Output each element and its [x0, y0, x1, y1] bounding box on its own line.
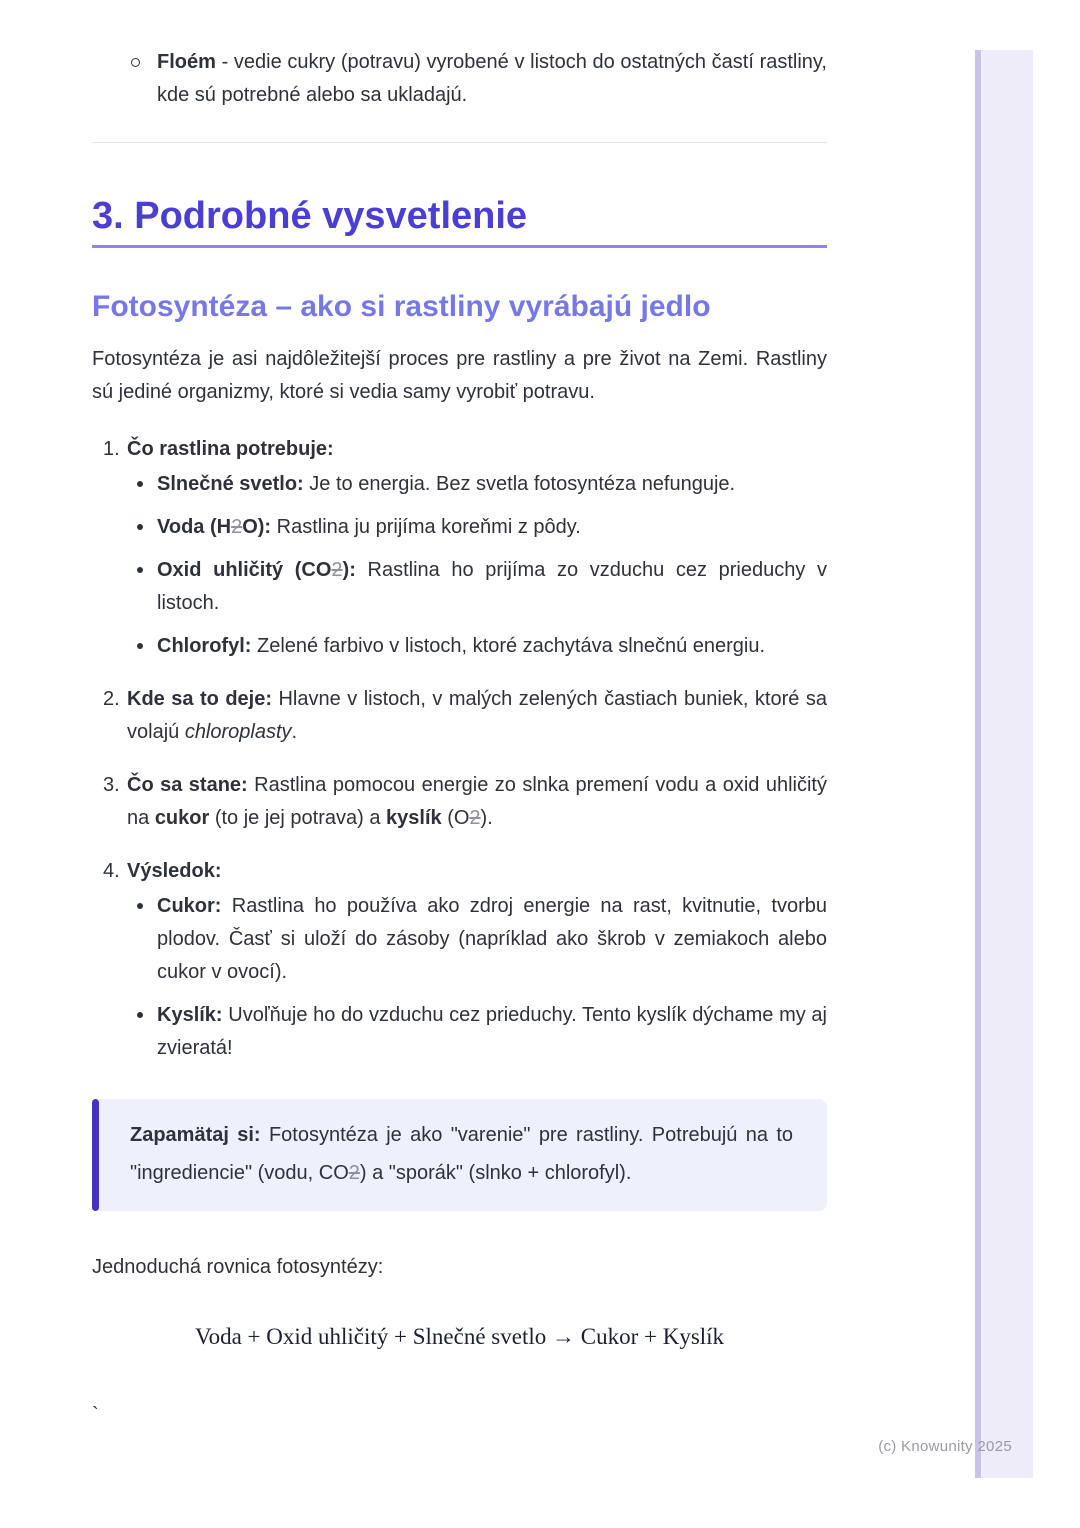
struck-subscript: 2: [469, 807, 481, 829]
text-run: Slnečné svetlo:: [157, 473, 304, 495]
text-run: Hlavne v listoch, v malých zelených častiach buniek, ktoré sa volajú: [127, 688, 827, 743]
term-bold: [157, 635, 251, 657]
intro-paragraph: Fotosyntéza je asi najdôležitejší proces pre rastliny a pre život na Zemi. Rastliny sú jediné organizmy, ktoré si vedia samy vyrobiť potravu.: [92, 348, 827, 403]
text-run: Rastlina ho prijíma zo vzduchu cez prieduchy v listoch.: [157, 559, 827, 614]
text-run: Rastlina ju prijíma koreňmi z pôdy.: [271, 516, 581, 538]
term-bold: [157, 559, 356, 581]
section-divider: [92, 142, 827, 143]
item-body: [127, 855, 827, 1065]
text-run: Rastlina ho používa ako zdroj energie na rast, kvitnutie, tvorbu plodov. Časť si uloží do zásoby (napríklad ako škrob v zemiakoch alebo cukor v ovocí).: [157, 895, 827, 983]
term-bold: cukor: [154, 807, 210, 829]
text-run: Voda (H: [157, 516, 232, 538]
bullet-text: [157, 511, 827, 544]
text-run: - vedie cukry (potravu) vyrobené v listoch do ostatných častí rastliny, kde sú potrebné alebo sa ukladajú.: [157, 51, 827, 106]
text-run: .: [291, 721, 298, 743]
photosynthesis-equation: Voda + Oxid uhličitý + Slnečné svetlo → Cukor + Kyslík: [194, 1324, 725, 1349]
struck-subscript: 2: [331, 559, 343, 581]
dot-glyph: [137, 524, 143, 530]
bullet-text: [157, 554, 827, 620]
callout-text: [130, 1116, 793, 1192]
struck-subscript: 2: [348, 1162, 360, 1184]
dot-glyph: [137, 567, 143, 573]
bullet-icon: [137, 554, 157, 620]
text-run: ).: [480, 807, 493, 829]
item-label: Čo sa stane:: [127, 774, 248, 796]
bullet-text: [157, 468, 827, 501]
italic-term: chloroplasty: [184, 721, 292, 743]
item-body: [127, 683, 827, 749]
item-label: Kde sa to deje:: [127, 688, 273, 710]
bullet-item: [137, 468, 827, 501]
numbered-item-3: [92, 769, 827, 835]
bullet-text: [157, 999, 827, 1065]
text-run: ):: [342, 559, 356, 581]
item-label: Výsledok:: [127, 860, 222, 882]
item-number: 4.: [103, 860, 120, 882]
text-run: Oxid uhličitý (CO: [157, 559, 332, 581]
circle-glyph: [131, 58, 140, 67]
needs-bullet-list: [127, 468, 827, 663]
item-body: [127, 433, 827, 663]
numbered-item-1: [92, 433, 827, 663]
text-run: Fotosyntéza je ako "varenie" pre rastliny. Potrebujú na to "ingrediencie" (vodu, CO: [130, 1124, 794, 1184]
numbered-list: [92, 433, 827, 1065]
page-edge-panel: [975, 50, 1033, 1478]
bullet-icon: [137, 630, 157, 663]
item-label: Čo rastlina potrebuje:: [127, 438, 334, 460]
text-run: (to je jej potrava) a: [209, 807, 387, 829]
callout-accent-bar: [92, 1099, 99, 1211]
text-run: Rastlina pomocou energie zo slnka premení vodu a oxid uhličitý na: [127, 774, 827, 829]
numbered-item-4: [92, 855, 827, 1065]
bullet-item: [137, 999, 827, 1065]
text-run: ) a "sporák" (slnko + chlorofyl).: [359, 1162, 632, 1184]
numbered-item-2: [92, 683, 827, 749]
bullet-text: [157, 890, 827, 989]
dot-glyph: [137, 1012, 143, 1018]
item-number: 1.: [103, 438, 120, 460]
list-item-text: [157, 46, 827, 112]
bullet-item: [137, 890, 827, 989]
bullet-icon: [137, 468, 157, 501]
page-edge-accent: [975, 50, 981, 1478]
bullet-text: [157, 630, 827, 663]
text-run: Je to energia. Bez svetla fotosyntéza nefunguje.: [303, 473, 736, 495]
list-item: [92, 46, 827, 112]
term-bold: Floém: [157, 51, 216, 73]
subsection-heading: Fotosyntéza – ako si rastliny vyrábajú jedlo: [92, 290, 711, 323]
callout-box: [92, 1099, 827, 1211]
term-bold: Kyslík:: [157, 1004, 223, 1026]
text-run: Zelené farbivo v listoch, ktoré zachytáva slnečnú energiu.: [251, 635, 766, 657]
term-bold: Cukor:: [157, 895, 222, 917]
bullet-item: [137, 630, 827, 663]
text-run: O):: [242, 516, 272, 538]
dot-glyph: [137, 643, 143, 649]
bullet-icon: [137, 511, 157, 544]
term-bold: [157, 516, 271, 538]
document-content: [92, 0, 827, 1432]
term-bold: kyslík: [386, 807, 442, 829]
result-bullet-list: [127, 890, 827, 1065]
bullet-item: [137, 511, 827, 544]
bullet-item: [137, 554, 827, 620]
phloem-bullet-list: [92, 46, 827, 112]
bullet-icon: [137, 999, 157, 1065]
text-run: Chlorofyl:: [157, 635, 252, 657]
section-heading: 3. Podrobné vysvetlenie: [92, 193, 827, 248]
dot-glyph: [137, 481, 143, 487]
hollow-bullet-icon: [131, 46, 157, 112]
bullet-icon: [137, 890, 157, 989]
copyright-watermark: (c) Knowunity 2025: [878, 1438, 1012, 1455]
item-body: [127, 769, 827, 835]
item-number: 2.: [103, 688, 120, 710]
equation-intro: Jednoduchá rovnica fotosyntézy:: [92, 1256, 384, 1278]
term-bold: [157, 473, 304, 495]
dot-glyph: [137, 903, 143, 909]
stray-backtick: `: [92, 1404, 99, 1426]
struck-subscript: 2: [231, 516, 243, 538]
text-run: (O: [441, 807, 470, 829]
item-number: 3.: [103, 774, 120, 796]
callout-label: Zapamätaj si:: [130, 1124, 261, 1146]
text-run: Uvoľňuje ho do vzduchu cez prieduchy. Tento kyslík dýchame my aj zvieratá!: [157, 1004, 827, 1059]
